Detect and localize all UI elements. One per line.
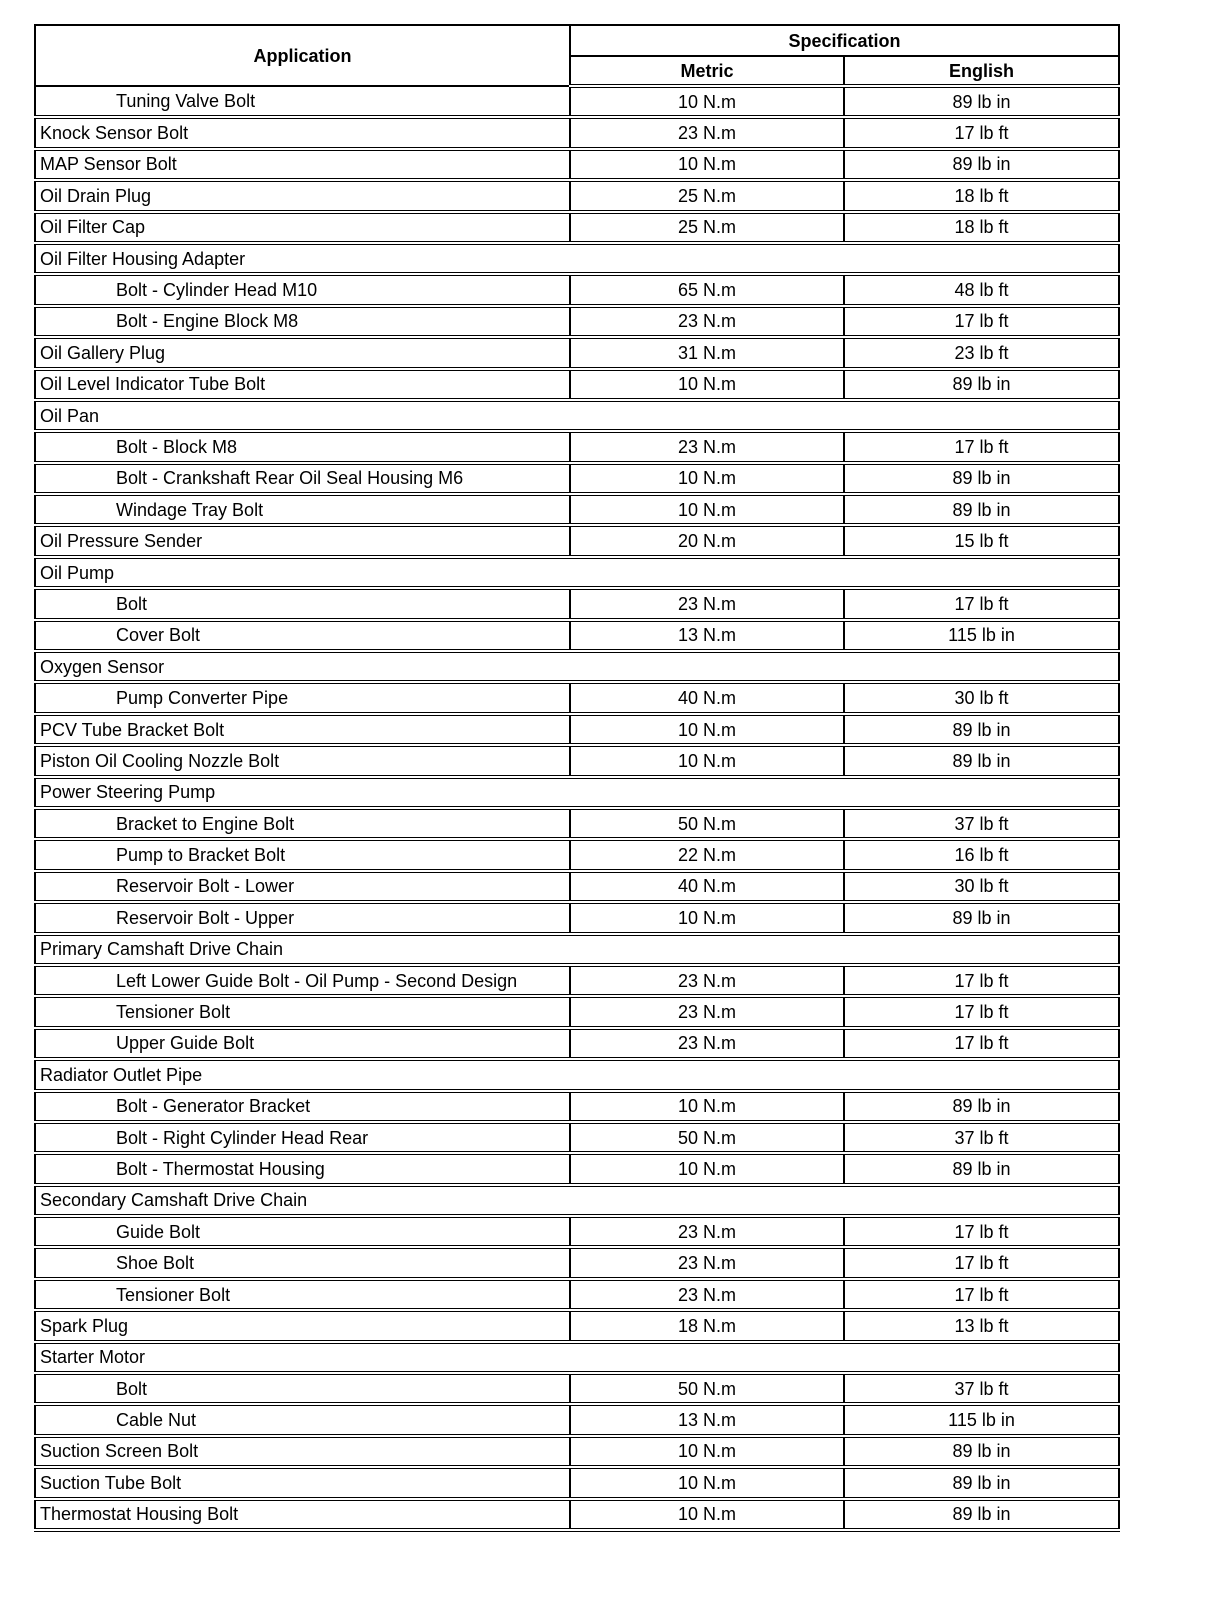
- metric-cell: 40 N.m: [570, 871, 844, 902]
- metric-cell: 10 N.m: [570, 1467, 844, 1498]
- english-cell: 48 lb ft: [844, 274, 1119, 305]
- section-row: [35, 557, 1119, 588]
- table-row: [35, 274, 1119, 305]
- table-row: [35, 149, 1119, 180]
- application-cell: Cable Nut: [35, 1404, 570, 1435]
- application-cell: Shoe Bolt: [35, 1247, 570, 1278]
- table-row: [35, 525, 1119, 556]
- section-label: Power Steering Pump: [35, 777, 1119, 808]
- application-cell: Bolt - Engine Block M8: [35, 306, 570, 337]
- table-row: [35, 212, 1119, 243]
- english-cell: 115 lb in: [844, 1404, 1119, 1435]
- table-row: [35, 996, 1119, 1027]
- table-row: [35, 808, 1119, 839]
- application-cell: Upper Guide Bolt: [35, 1028, 570, 1059]
- metric-cell: 10 N.m: [570, 1436, 844, 1467]
- section-label: Secondary Camshaft Drive Chain: [35, 1185, 1119, 1216]
- application-cell: Bolt: [35, 1373, 570, 1404]
- metric-cell: 18 N.m: [570, 1310, 844, 1341]
- table-row: [35, 682, 1119, 713]
- application-header: Application: [35, 25, 570, 86]
- english-cell: 89 lb in: [844, 463, 1119, 494]
- english-cell: 17 lb ft: [844, 1216, 1119, 1247]
- metric-cell: 10 N.m: [570, 149, 844, 180]
- metric-cell: 50 N.m: [570, 1122, 844, 1153]
- application-cell: Suction Screen Bolt: [35, 1436, 570, 1467]
- application-cell: Bolt - Cylinder Head M10: [35, 274, 570, 305]
- metric-cell: 23 N.m: [570, 996, 844, 1027]
- metric-cell: 23 N.m: [570, 1279, 844, 1310]
- section-row: [35, 777, 1119, 808]
- table-row: [35, 1404, 1119, 1435]
- english-cell: 89 lb in: [844, 1091, 1119, 1122]
- english-cell: 89 lb in: [844, 1499, 1119, 1530]
- table-header: [35, 25, 1119, 86]
- table-row: [35, 1279, 1119, 1310]
- section-row: [35, 1342, 1119, 1373]
- table-row: [35, 1467, 1119, 1498]
- table-row: [35, 494, 1119, 525]
- english-cell: 89 lb in: [844, 902, 1119, 933]
- application-cell: Tensioner Bolt: [35, 1279, 570, 1310]
- section-row: [35, 934, 1119, 965]
- section-label: Oil Pan: [35, 400, 1119, 431]
- english-cell: 17 lb ft: [844, 588, 1119, 619]
- table-body: [35, 86, 1119, 1530]
- metric-cell: 10 N.m: [570, 1153, 844, 1184]
- table-row: [35, 871, 1119, 902]
- english-cell: 37 lb ft: [844, 1122, 1119, 1153]
- table-row: [35, 1247, 1119, 1278]
- english-cell: 89 lb in: [844, 745, 1119, 776]
- english-cell: 17 lb ft: [844, 1247, 1119, 1278]
- application-cell: Bolt - Crankshaft Rear Oil Seal Housing M6: [35, 463, 570, 494]
- application-cell: Bolt - Generator Bracket: [35, 1091, 570, 1122]
- application-cell: Oil Filter Cap: [35, 212, 570, 243]
- application-cell: Windage Tray Bolt: [35, 494, 570, 525]
- table-row: [35, 117, 1119, 148]
- english-cell: 15 lb ft: [844, 525, 1119, 556]
- metric-cell: 65 N.m: [570, 274, 844, 305]
- application-cell: MAP Sensor Bolt: [35, 149, 570, 180]
- table-row: [35, 745, 1119, 776]
- english-cell: 37 lb ft: [844, 1373, 1119, 1404]
- metric-cell: 10 N.m: [570, 1091, 844, 1122]
- english-cell: 89 lb in: [844, 1153, 1119, 1184]
- table-row: [35, 1310, 1119, 1341]
- application-cell: Bolt - Thermostat Housing: [35, 1153, 570, 1184]
- english-cell: 89 lb in: [844, 1436, 1119, 1467]
- metric-cell: 20 N.m: [570, 525, 844, 556]
- application-cell: Left Lower Guide Bolt - Oil Pump - Second Design: [35, 965, 570, 996]
- table-row: [35, 306, 1119, 337]
- application-cell: Reservoir Bolt - Upper: [35, 902, 570, 933]
- english-cell: 89 lb in: [844, 149, 1119, 180]
- section-row: [35, 1059, 1119, 1090]
- table-row: [35, 86, 1119, 117]
- metric-cell: 25 N.m: [570, 212, 844, 243]
- english-cell: 18 lb ft: [844, 180, 1119, 211]
- table-row: [35, 839, 1119, 870]
- metric-cell: 10 N.m: [570, 1499, 844, 1530]
- specification-header: Specification: [570, 25, 1119, 56]
- table-row: [35, 1028, 1119, 1059]
- application-cell: Oil Pressure Sender: [35, 525, 570, 556]
- english-cell: 23 lb ft: [844, 337, 1119, 368]
- metric-cell: 10 N.m: [570, 494, 844, 525]
- metric-cell: 23 N.m: [570, 1247, 844, 1278]
- application-cell: Bolt - Block M8: [35, 431, 570, 462]
- table-row: [35, 965, 1119, 996]
- metric-cell: 25 N.m: [570, 180, 844, 211]
- application-cell: Pump Converter Pipe: [35, 682, 570, 713]
- metric-cell: 13 N.m: [570, 620, 844, 651]
- section-label: Oil Filter Housing Adapter: [35, 243, 1119, 274]
- application-cell: Oil Gallery Plug: [35, 337, 570, 368]
- metric-cell: 10 N.m: [570, 902, 844, 933]
- table-row: [35, 1436, 1119, 1467]
- english-cell: 17 lb ft: [844, 117, 1119, 148]
- table-row: [35, 180, 1119, 211]
- section-label: Primary Camshaft Drive Chain: [35, 934, 1119, 965]
- application-cell: Cover Bolt: [35, 620, 570, 651]
- table-row: [35, 431, 1119, 462]
- table-row: [35, 714, 1119, 745]
- application-cell: Oil Level Indicator Tube Bolt: [35, 369, 570, 400]
- metric-cell: 23 N.m: [570, 117, 844, 148]
- section-row: [35, 1185, 1119, 1216]
- metric-cell: 10 N.m: [570, 463, 844, 494]
- application-cell: Tuning Valve Bolt: [35, 86, 570, 117]
- english-cell: 115 lb in: [844, 620, 1119, 651]
- english-cell: 17 lb ft: [844, 965, 1119, 996]
- metric-cell: 10 N.m: [570, 745, 844, 776]
- english-cell: 16 lb ft: [844, 839, 1119, 870]
- english-cell: 17 lb ft: [844, 1279, 1119, 1310]
- english-cell: 89 lb in: [844, 369, 1119, 400]
- section-label: Radiator Outlet Pipe: [35, 1059, 1119, 1090]
- table-row: [35, 588, 1119, 619]
- english-cell: 17 lb ft: [844, 996, 1119, 1027]
- metric-cell: 23 N.m: [570, 1216, 844, 1247]
- metric-cell: 31 N.m: [570, 337, 844, 368]
- application-cell: Thermostat Housing Bolt: [35, 1499, 570, 1530]
- table-row: [35, 902, 1119, 933]
- metric-cell: 23 N.m: [570, 431, 844, 462]
- english-cell: 30 lb ft: [844, 682, 1119, 713]
- english-header: English: [844, 56, 1119, 86]
- section-row: [35, 651, 1119, 682]
- metric-cell: 13 N.m: [570, 1404, 844, 1435]
- table-row: [35, 337, 1119, 368]
- metric-cell: 23 N.m: [570, 306, 844, 337]
- table-row: [35, 620, 1119, 651]
- application-cell: Guide Bolt: [35, 1216, 570, 1247]
- english-cell: 89 lb in: [844, 494, 1119, 525]
- english-cell: 37 lb ft: [844, 808, 1119, 839]
- application-cell: Bolt - Right Cylinder Head Rear: [35, 1122, 570, 1153]
- application-cell: Pump to Bracket Bolt: [35, 839, 570, 870]
- section-label: Starter Motor: [35, 1342, 1119, 1373]
- torque-spec-table: [34, 24, 1120, 1532]
- english-cell: 18 lb ft: [844, 212, 1119, 243]
- table-row: [35, 1499, 1119, 1530]
- english-cell: 13 lb ft: [844, 1310, 1119, 1341]
- metric-cell: 40 N.m: [570, 682, 844, 713]
- application-cell: Reservoir Bolt - Lower: [35, 871, 570, 902]
- metric-cell: 22 N.m: [570, 839, 844, 870]
- table-row: [35, 1091, 1119, 1122]
- metric-cell: 10 N.m: [570, 86, 844, 117]
- table-row: [35, 463, 1119, 494]
- english-cell: 89 lb in: [844, 86, 1119, 117]
- english-cell: 30 lb ft: [844, 871, 1119, 902]
- section-label: Oxygen Sensor: [35, 651, 1119, 682]
- metric-cell: 50 N.m: [570, 808, 844, 839]
- section-label: Oil Pump: [35, 557, 1119, 588]
- section-row: [35, 400, 1119, 431]
- metric-cell: 50 N.m: [570, 1373, 844, 1404]
- table-row: [35, 1373, 1119, 1404]
- table-row: [35, 1122, 1119, 1153]
- metric-cell: 23 N.m: [570, 965, 844, 996]
- english-cell: 17 lb ft: [844, 431, 1119, 462]
- metric-cell: 10 N.m: [570, 369, 844, 400]
- application-cell: PCV Tube Bracket Bolt: [35, 714, 570, 745]
- english-cell: 89 lb in: [844, 1467, 1119, 1498]
- application-cell: Oil Drain Plug: [35, 180, 570, 211]
- table-row: [35, 369, 1119, 400]
- application-cell: Knock Sensor Bolt: [35, 117, 570, 148]
- application-cell: Spark Plug: [35, 1310, 570, 1341]
- english-cell: 17 lb ft: [844, 1028, 1119, 1059]
- table-row: [35, 1216, 1119, 1247]
- metric-header: Metric: [570, 56, 844, 86]
- application-cell: Suction Tube Bolt: [35, 1467, 570, 1498]
- metric-cell: 23 N.m: [570, 1028, 844, 1059]
- table-row: [35, 1153, 1119, 1184]
- application-cell: Bolt: [35, 588, 570, 619]
- application-cell: Bracket to Engine Bolt: [35, 808, 570, 839]
- section-row: [35, 243, 1119, 274]
- english-cell: 89 lb in: [844, 714, 1119, 745]
- metric-cell: 10 N.m: [570, 714, 844, 745]
- application-cell: Piston Oil Cooling Nozzle Bolt: [35, 745, 570, 776]
- metric-cell: 23 N.m: [570, 588, 844, 619]
- english-cell: 17 lb ft: [844, 306, 1119, 337]
- application-cell: Tensioner Bolt: [35, 996, 570, 1027]
